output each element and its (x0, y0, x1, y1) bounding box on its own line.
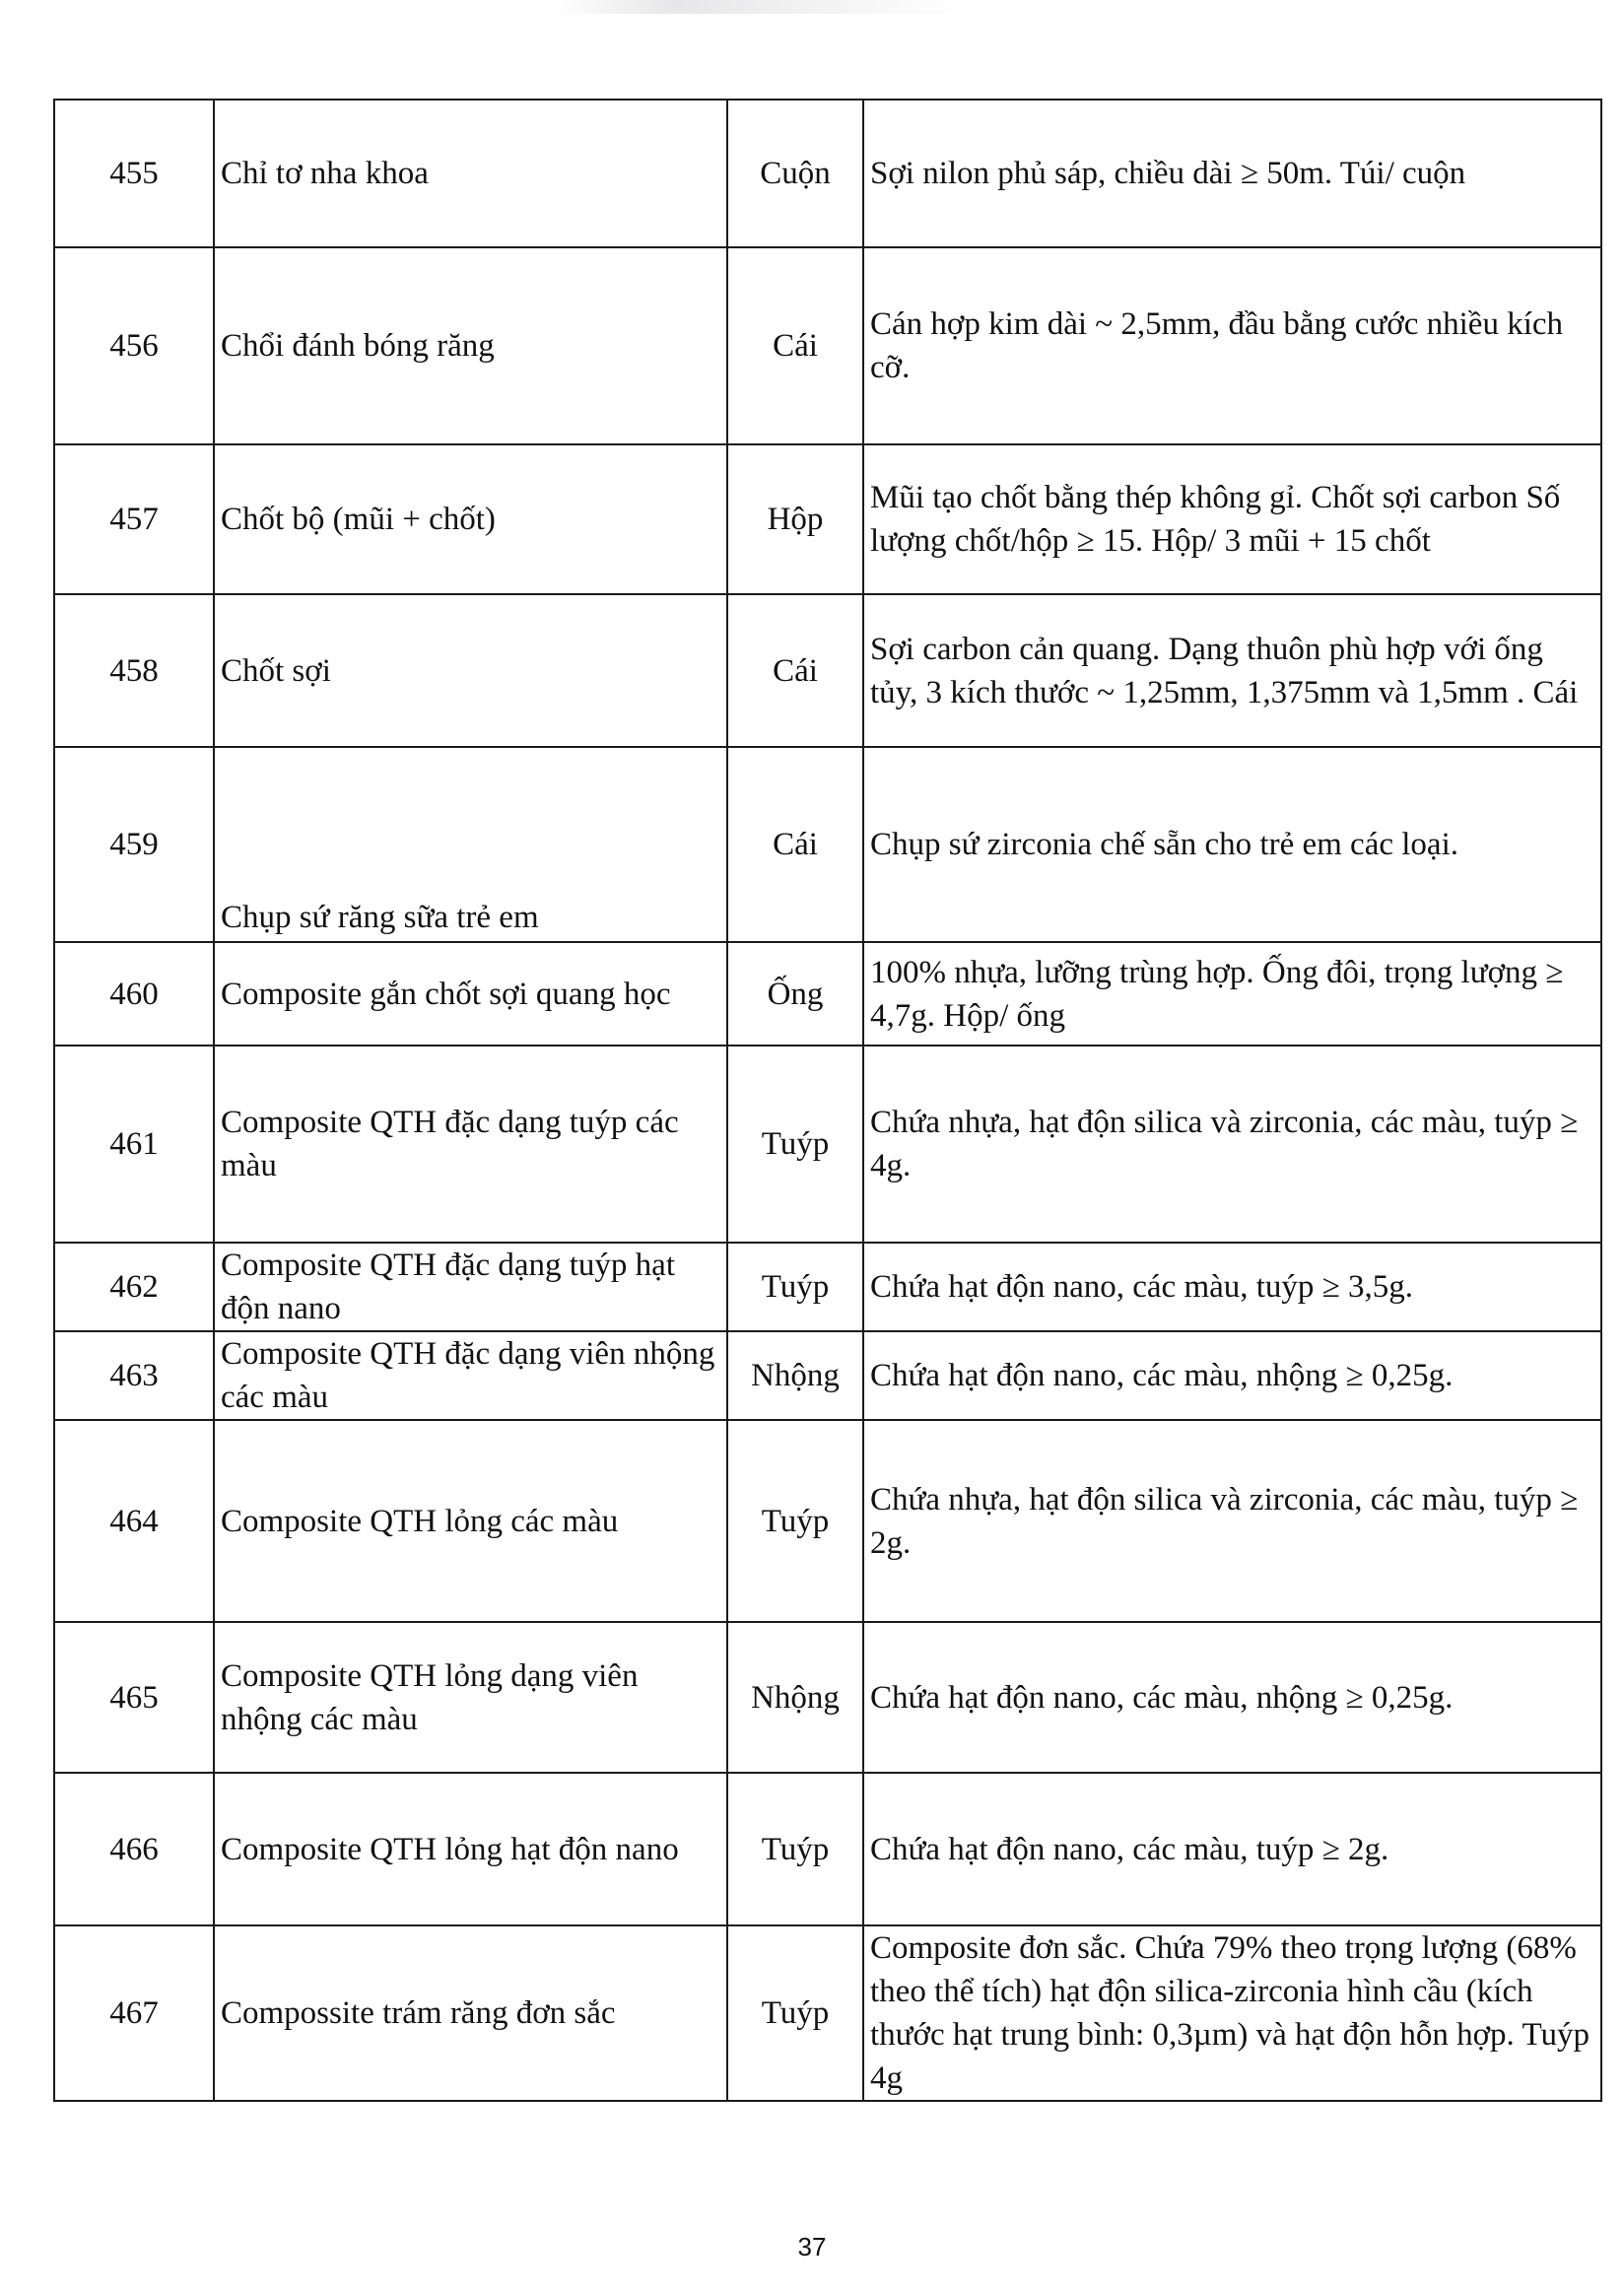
table-row (54, 1243, 1601, 1331)
item-spec: Sợi carbon cản quang. Dạng thuôn phù hợp với ống tủy, 3 kích thước ~ 1,25mm, 1,375mm và 1,5mm . Cái (863, 594, 1601, 747)
page-number: 37 (797, 2232, 827, 2261)
item-name: Composite QTH đặc dạng viên nhộng các màu (214, 1331, 727, 1420)
row-number: 457 (54, 444, 214, 594)
row-number: 462 (54, 1243, 214, 1331)
item-spec: Chứa hạt độn nano, các màu, nhộng ≥ 0,25g. (863, 1331, 1601, 1420)
item-name: Composite QTH đặc dạng tuýp các màu (214, 1046, 727, 1243)
item-spec: Chứa nhựa, hạt độn silica và zirconia, các màu, tuýp ≥ 2g. (863, 1420, 1601, 1622)
item-name: Compossite trám răng đơn sắc (214, 1925, 727, 2101)
item-name: Chốt bộ (mũi + chốt) (214, 444, 727, 594)
table-row (54, 1622, 1601, 1773)
table-row (54, 747, 1601, 942)
row-number: 461 (54, 1046, 214, 1243)
table-row (54, 1420, 1601, 1622)
item-unit: Nhộng (727, 1331, 863, 1420)
row-number: 465 (54, 1622, 214, 1773)
item-name: Composite QTH lỏng hạt độn nano (214, 1773, 727, 1925)
item-spec: Cán hợp kim dài ~ 2,5mm, đầu bằng cước nhiều kích cỡ. (863, 247, 1601, 444)
item-unit: Cái (727, 247, 863, 444)
table-row (54, 100, 1601, 247)
item-unit: Nhộng (727, 1622, 863, 1773)
row-number: 459 (54, 747, 214, 942)
item-name: Chụp sứ răng sữa trẻ em (214, 747, 727, 942)
table-row (54, 247, 1601, 444)
item-name: Composite QTH đặc dạng tuýp hạt độn nano (214, 1243, 727, 1331)
table-row (54, 1331, 1601, 1420)
item-name: Composite QTH lỏng dạng viên nhộng các màu (214, 1622, 727, 1773)
table-row (54, 942, 1601, 1046)
item-spec: Chứa hạt độn nano, các màu, tuýp ≥ 2g. (863, 1773, 1601, 1925)
item-spec: Chứa hạt độn nano, các màu, tuýp ≥ 3,5g. (863, 1243, 1601, 1331)
row-number: 456 (54, 247, 214, 444)
item-unit: Tuýp (727, 1925, 863, 2101)
row-number: 466 (54, 1773, 214, 1925)
table-row (54, 444, 1601, 594)
item-unit: Tuýp (727, 1773, 863, 1925)
item-spec: Composite đơn sắc. Chứa 79% theo trọng lượng (68% theo thể tích) hạt độn silica-zirconia hình cầu (kích thước hạt trung bình: 0,3µm) và hạt độn hỗn hợp. Tuýp 4g (863, 1925, 1601, 2101)
item-unit: Cái (727, 747, 863, 942)
item-spec: Chụp sứ zirconia chế sẵn cho trẻ em các loại. (863, 747, 1601, 942)
item-unit: Cái (727, 594, 863, 747)
item-spec: Chứa hạt độn nano, các màu, nhộng ≥ 0,25g. (863, 1622, 1601, 1773)
item-name: Chổi đánh bóng răng (214, 247, 727, 444)
item-spec: Sợi nilon phủ sáp, chiều dài ≥ 50m. Túi/ cuộn (863, 100, 1601, 247)
row-number: 467 (54, 1925, 214, 2101)
item-name: Composite gắn chốt sợi quang học (214, 942, 727, 1046)
row-number: 464 (54, 1420, 214, 1622)
item-spec: Chứa nhựa, hạt độn silica và zirconia, các màu, tuýp ≥ 4g. (863, 1046, 1601, 1243)
table-row (54, 1925, 1601, 2101)
table-row (54, 594, 1601, 747)
item-spec: Mũi tạo chốt bằng thép không gỉ. Chốt sợi carbon Số lượng chốt/hộp ≥ 15. Hộp/ 3 mũi + 15 chốt (863, 444, 1601, 594)
item-name: Chỉ tơ nha khoa (214, 100, 727, 247)
table-row (54, 1046, 1601, 1243)
scan-artifact (552, 0, 966, 14)
item-unit: Hộp (727, 444, 863, 594)
table-row (54, 1773, 1601, 1925)
item-unit: Tuýp (727, 1046, 863, 1243)
row-number: 460 (54, 942, 214, 1046)
item-name: Composite QTH lỏng các màu (214, 1420, 727, 1622)
item-name: Chốt sợi (214, 594, 727, 747)
row-number: 463 (54, 1331, 214, 1420)
item-unit: Tuýp (727, 1420, 863, 1622)
item-unit: Ống (727, 942, 863, 1046)
item-unit: Tuýp (727, 1243, 863, 1331)
item-spec: 100% nhựa, lưỡng trùng hợp. Ống đôi, trọng lượng ≥ 4,7g. Hộp/ ống (863, 942, 1601, 1046)
row-number: 455 (54, 100, 214, 247)
row-number: 458 (54, 594, 214, 747)
supply-table (53, 99, 1602, 2102)
item-unit: Cuộn (727, 100, 863, 247)
